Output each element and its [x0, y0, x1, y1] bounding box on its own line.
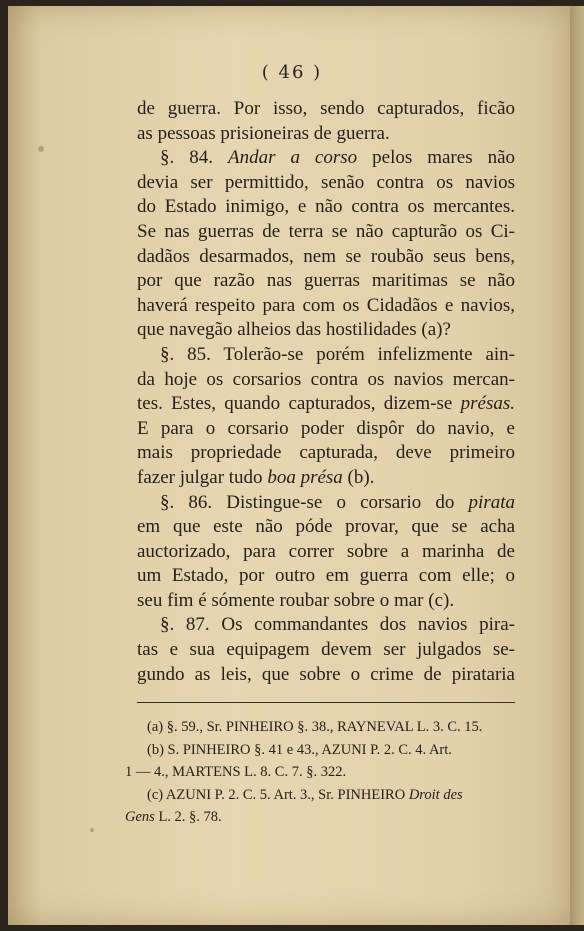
- paragraph-87-start: §. 87. Os commandantes dos navios pira-: [160, 614, 515, 636]
- text-line: mais propriedade capturada, deve primeiro: [137, 442, 515, 464]
- text-line: por que razão nas guerras maritimas se não: [137, 270, 515, 292]
- section-text: tes. Estes, quando capturados, dizem-se: [137, 393, 461, 415]
- section-text: pelos mares não: [357, 147, 516, 169]
- text-line: em que este não póde provar, que se acha: [137, 516, 515, 538]
- text-line: E para o corsario poder dispôr do navio, e: [137, 417, 515, 439]
- page-edge: [570, 6, 584, 925]
- paragraph-85-start: §. 85. Tolerão-se porém infelizmente ain-: [160, 343, 515, 365]
- foxing-spot: [38, 146, 44, 152]
- footnote-italic: Gens: [125, 809, 155, 825]
- footnote-text: (c) AZUNI P. 2. C. 5. Art. 3., Sr. PINHEIRO: [147, 786, 409, 803]
- text-line: da hoje os corsarios contra os navios mercan-: [137, 368, 515, 390]
- footnote-b: (b) S. PINHEIRO §. 41 e 43., AZUNI P. 2. C. 4. Art.: [147, 741, 452, 758]
- text-line: do Estado inimigo, e não contra os mercantes.: [137, 196, 515, 218]
- text-line: seu fim é sómente roubar sobre o mar (c).: [137, 589, 455, 611]
- section-text: fazer julgar tudo: [137, 466, 268, 488]
- foxing-spot: [90, 828, 94, 832]
- italic-term: boa présa: [267, 466, 343, 488]
- text-line: dadãos desarmados, nem se roubão seus bens,: [137, 245, 515, 267]
- page-number: ( 46 ): [261, 62, 323, 83]
- text-line: Se nas guerras de terra se não capturão os Ci-: [137, 220, 515, 242]
- paragraph-84-start: [137, 146, 515, 171]
- italic-term: pirata: [468, 491, 515, 513]
- text-line: tas e sua equipagem devem ser julgados se-: [137, 639, 515, 661]
- footnote-text: L. 2. §. 78.: [154, 809, 222, 825]
- text-line: gundo as leis, que sobre o crime de pirataria: [137, 663, 515, 685]
- main-text: [137, 97, 515, 687]
- section-text: §. 84.: [160, 147, 228, 169]
- text-line: [137, 392, 515, 417]
- italic-term: présas.: [460, 393, 515, 415]
- section-text: (b).: [342, 466, 375, 488]
- footnote-italic: Droit des: [408, 786, 463, 803]
- text-line: de guerra. Por isso, sendo capturados, ficão: [137, 98, 515, 119]
- text-line: um Estado, por outro em guerra com elle; o: [137, 565, 515, 587]
- section-text: §. 86. Distingue-se o corsario do: [160, 491, 469, 513]
- footnote-b-continued: 1 — 4., MARTENS L. 8. C. 7. §. 322.: [125, 764, 347, 780]
- footnote-rule: [137, 702, 515, 703]
- text-line: auctorizado, para correr sobre a marinha de: [137, 540, 515, 562]
- text-line: [137, 466, 515, 491]
- footnote-c: [125, 784, 515, 807]
- text-line: que navegão alheios das hostilidades (a)?: [137, 319, 451, 341]
- text-line: as pessoas prisioneiras de guerra.: [137, 122, 390, 144]
- paragraph-86-start: [137, 491, 515, 516]
- text-line: haverá respeito para com os Cidadãos e navios,: [137, 294, 515, 316]
- text-line: devia ser permittido, senão contra os navios: [137, 171, 515, 193]
- footnote-c-continued: [125, 806, 515, 829]
- footnote-a: (a) §. 59., Sr. PINHEIRO §. 38., RAYNEVAL L. 3. C. 15.: [147, 719, 483, 735]
- footnotes: [125, 716, 515, 829]
- italic-term: Andar a corso: [227, 147, 358, 169]
